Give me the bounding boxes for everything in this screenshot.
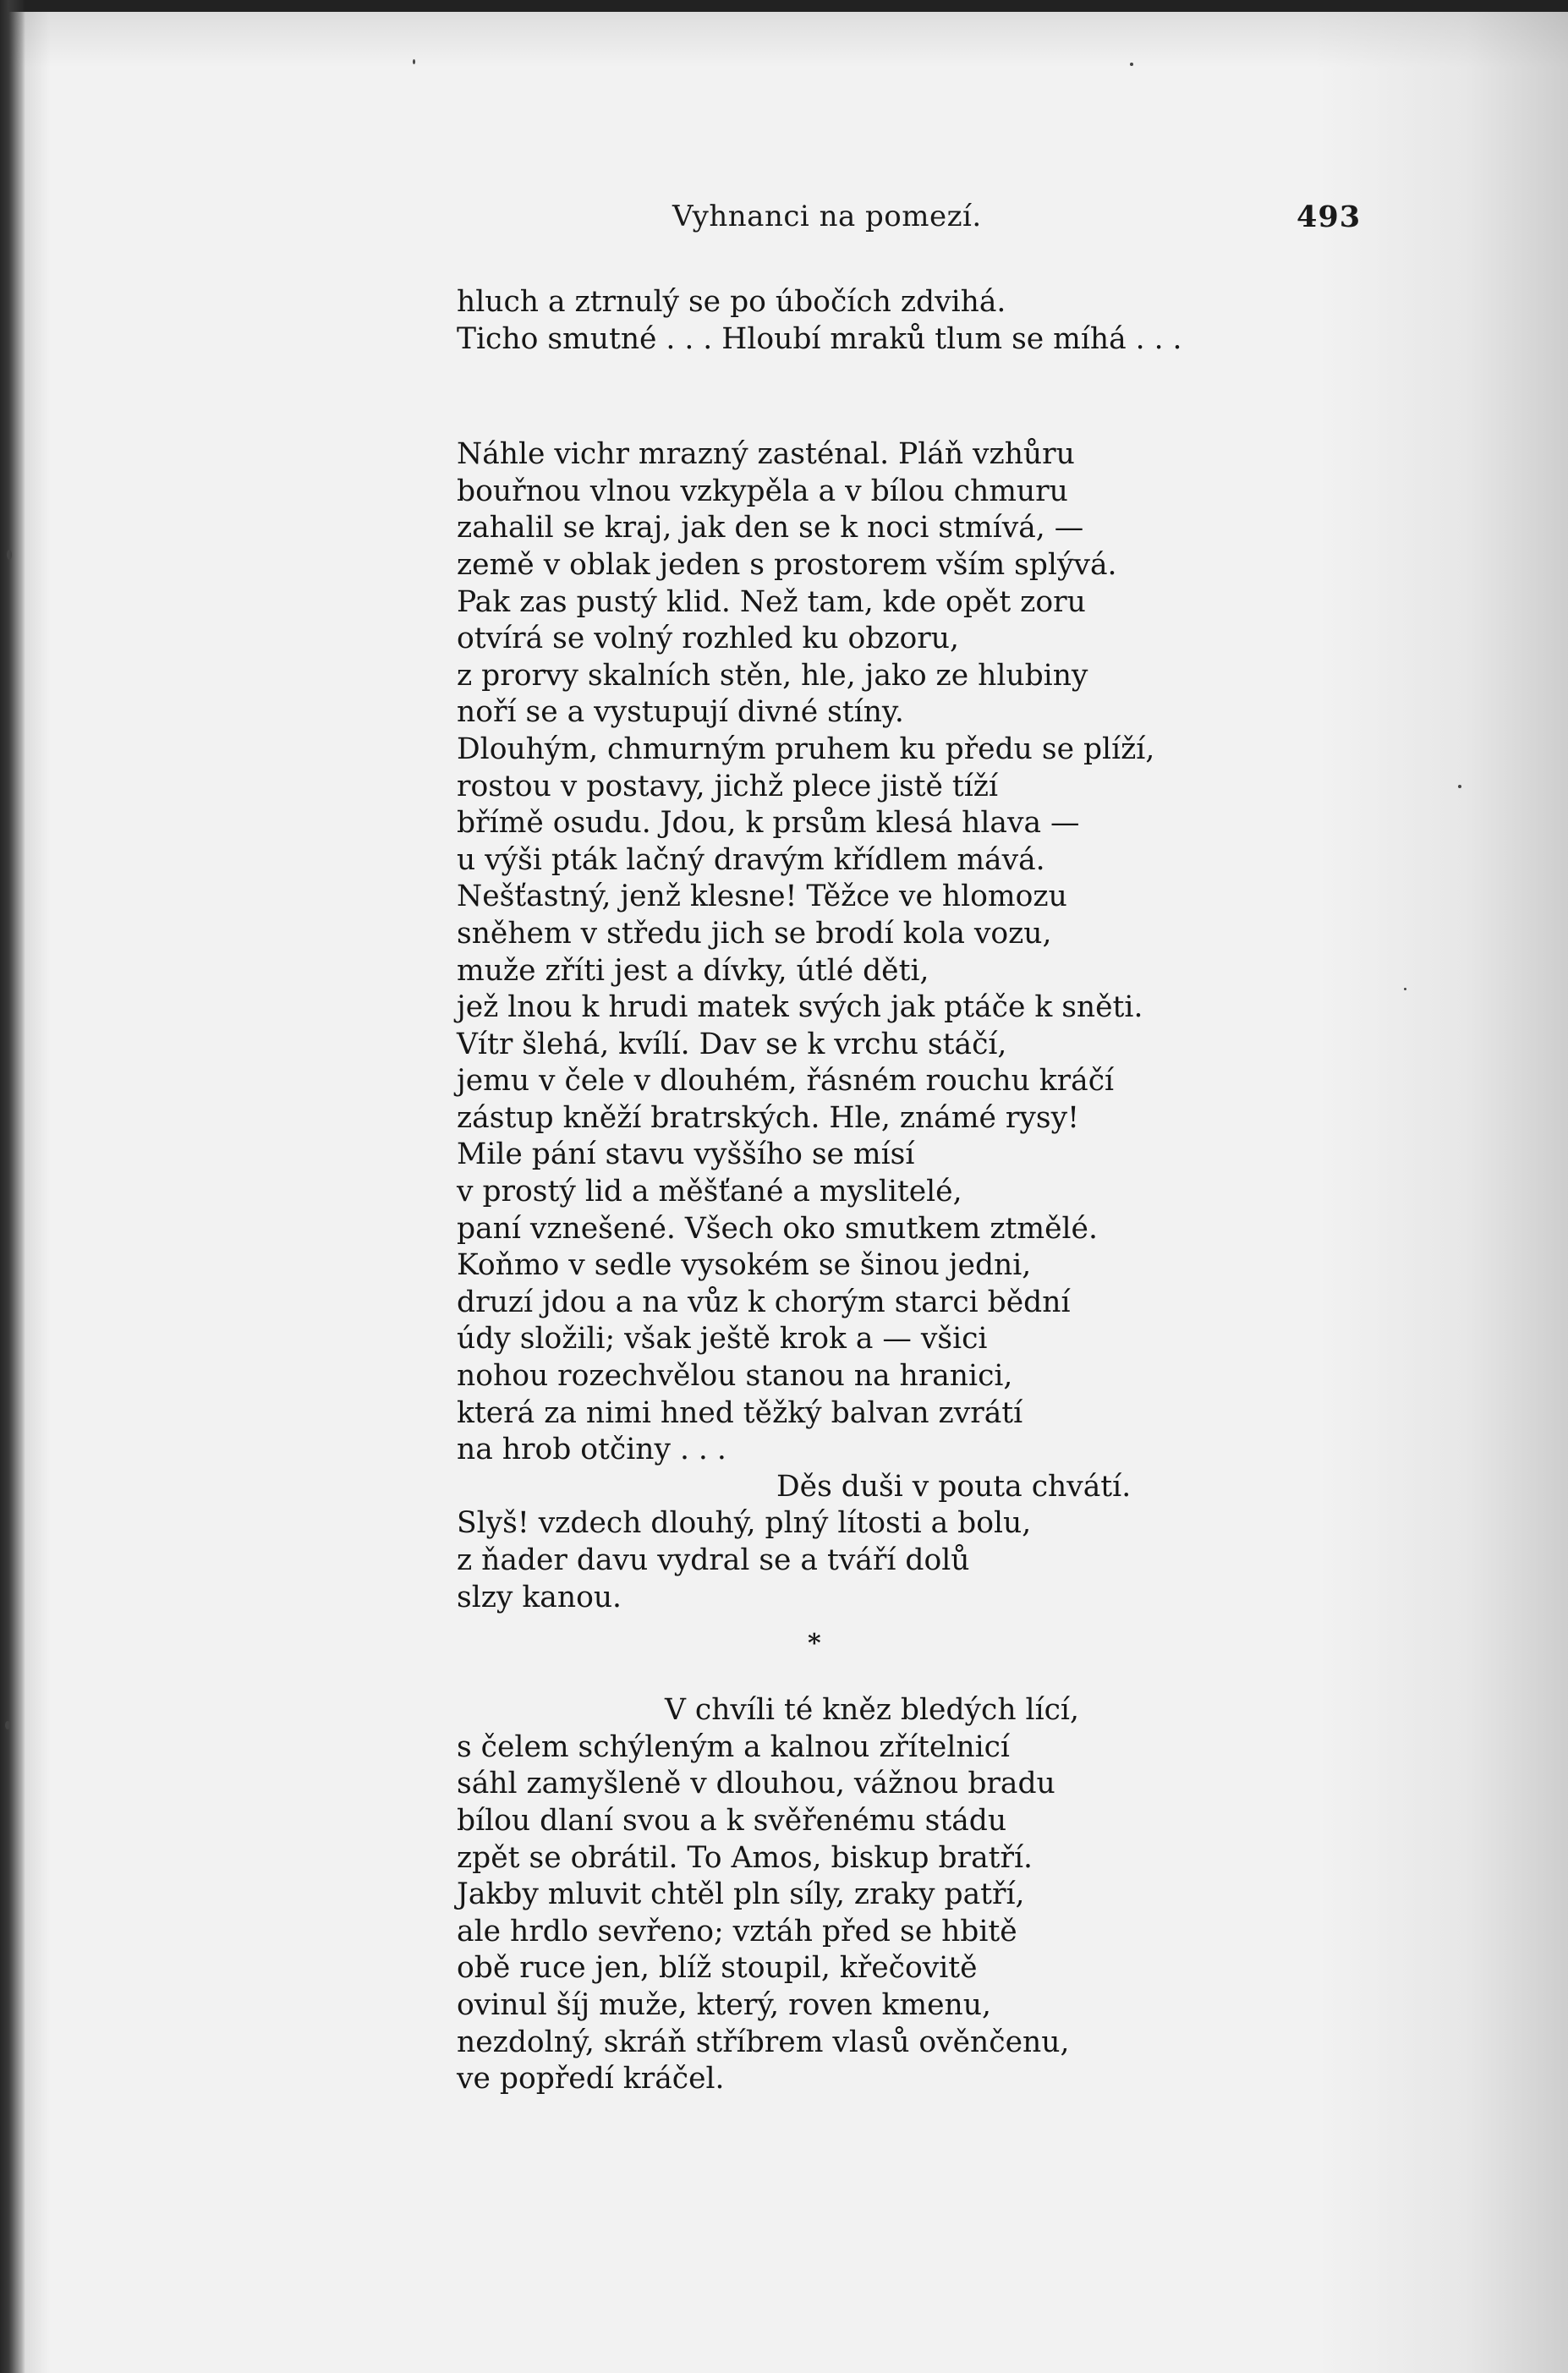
verse-line: noří se a vystupují divné stíny. bbox=[457, 695, 904, 730]
verse-line: otvírá se volný rozhled ku obzoru, bbox=[457, 622, 959, 656]
book-gutter-shadow bbox=[0, 0, 25, 2373]
verse-line-indented: V chvíli té kněz bledých lící, bbox=[665, 1693, 1079, 1728]
verse-line: paní vznešené. Všech oko smutkem ztmělé. bbox=[457, 1211, 1098, 1246]
verse-line: rostou v postavy, jichž plece jistě tíží bbox=[457, 769, 999, 803]
scan-top-border bbox=[0, 0, 1568, 12]
verse-line: země v oblak jeden s prostorem vším splývá. bbox=[457, 547, 1117, 582]
page-number: 493 bbox=[1297, 200, 1362, 234]
verse-line: jemu v čele v dlouhém, řásném rouchu kráčí bbox=[457, 1064, 1115, 1099]
verse-line: nohou rozechvělou stanou na hranici, bbox=[457, 1359, 1013, 1394]
verse-line: hluch a ztrnulý se po úbočích zdvihá. bbox=[457, 285, 1006, 319]
scan-speck bbox=[1130, 63, 1133, 66]
verse-line: ve popředí kráčel. bbox=[457, 2062, 725, 2096]
verse-line: Jakby mluvit chtěl pln síly, zraky patří, bbox=[457, 1877, 1025, 1912]
verse-line: v prostý lid a měšťané a myslitelé, bbox=[457, 1175, 962, 1209]
verse-line: bouřnou vlnou vzkypěla a v bílou chmuru bbox=[457, 474, 1068, 508]
stanza-main bbox=[457, 436, 1302, 1616]
stanza-bottom bbox=[457, 1692, 1302, 2098]
verse-line: Náhle vichr mrazný zasténal. Pláň vzhůru bbox=[457, 437, 1075, 472]
stanza-top bbox=[457, 284, 1302, 358]
stanza-gap bbox=[457, 358, 1302, 436]
scan-speck bbox=[7, 550, 12, 560]
verse-line: Vítr šlehá, kvílí. Dav se k vrchu stáčí, bbox=[457, 1027, 1007, 1061]
verse-line: břímě osudu. Jdou, k prsům klesá hlava — bbox=[457, 806, 1080, 841]
verse-line: druzí jdou a na vůz k chorým starci bědní bbox=[457, 1285, 1071, 1319]
scan-speck bbox=[5, 1721, 10, 1729]
stanza-gap bbox=[457, 1672, 1302, 1692]
verse-line: sáhl zamyšleně v dlouhou, vážnou bradu bbox=[457, 1767, 1055, 1801]
verse-line: z ňader davu vydral se a tváří dolů bbox=[457, 1543, 970, 1577]
verse-line: údy složili; však ještě krok a — všici bbox=[457, 1322, 988, 1356]
verse-line: ovinul šíj muže, který, roven kmenu, bbox=[457, 1987, 991, 2022]
running-title: Vyhnanci na pomezí. bbox=[672, 200, 982, 233]
verse-line: Dlouhým, chmurným pruhem ku předu se plíží, bbox=[457, 732, 1155, 766]
verse-line: zpět se obrátil. To Amos, biskup bratří. bbox=[457, 1840, 1033, 1875]
verse-line: zahalil se kraj, jak den se k noci stmívá, — bbox=[457, 511, 1084, 545]
scan-speck bbox=[413, 59, 415, 64]
verse-line: u výši pták lačný dravým křídlem mává. bbox=[457, 842, 1045, 877]
scan-speck bbox=[1458, 785, 1461, 788]
scan-speck bbox=[1404, 988, 1406, 990]
verse-line: která za nimi hned těžký balvan zvrátí bbox=[457, 1395, 1023, 1430]
poem-body bbox=[457, 284, 1302, 2098]
section-separator: * bbox=[808, 1629, 821, 1659]
verse-line: Nešťastný, jenž klesne! Těžce ve hlomozu bbox=[457, 880, 1067, 914]
verse-line: Mile pání stavu vyššího se mísí bbox=[457, 1137, 915, 1172]
verse-line: ale hrdlo sevřeno; vztáh před se hbitě bbox=[457, 1914, 1017, 1948]
verse-line: bílou dlaní svou a k svěřenému stádu bbox=[457, 1803, 1007, 1838]
verse-line: z prorvy skalních stěn, hle, jako ze hlubiny bbox=[457, 658, 1088, 693]
verse-line: obě ruce jen, blíž stoupil, křečovitě bbox=[457, 1951, 978, 1986]
verse-line: s čelem schýleným a kalnou zřítelnicí bbox=[457, 1729, 1010, 1764]
verse-line: Pak zas pustý klid. Než tam, kde opět zoru bbox=[457, 584, 1086, 619]
verse-line: Ticho smutné . . . Hloubí mraků tlum se míhá . . . bbox=[457, 321, 1182, 356]
verse-line: Koňmo v sedle vysokém se šinou jedni, bbox=[457, 1248, 1032, 1283]
page-header bbox=[0, 196, 1568, 247]
verse-line: zástup kněží bratrských. Hle, známé rysy! bbox=[457, 1100, 1079, 1135]
verse-line: muže zříti jest a dívky, útlé děti, bbox=[457, 953, 929, 988]
verse-line: slzy kanou. bbox=[457, 1580, 622, 1614]
verse-line: sněhem v středu jich se brodí kola vozu, bbox=[457, 916, 1052, 951]
verse-line: nezdolný, skráň stříbrem vlasů ověnčenu, bbox=[457, 2025, 1070, 2059]
verse-line: jež lnou k hrudi matek svých jak ptáče k sněti. bbox=[457, 990, 1143, 1025]
verse-line: na hrob otčiny . . . bbox=[457, 1433, 726, 1467]
verse-line-indented: Děs duši v pouta chvátí. bbox=[776, 1469, 1132, 1504]
verse-line: Slyš! vzdech dlouhý, plný lítosti a bolu, bbox=[457, 1506, 1032, 1541]
